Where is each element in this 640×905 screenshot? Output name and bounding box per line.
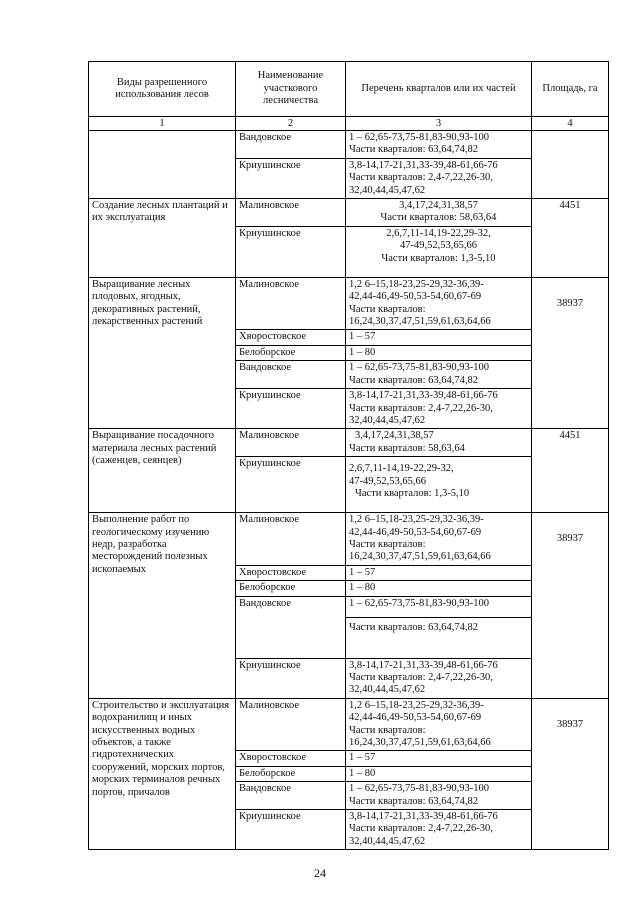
quarters-line: 16,24,30,37,47,51,59,61,63,64,66 (349, 316, 491, 328)
quarters-cell: 1 – 80 (346, 766, 532, 781)
quarters-line: 1,2 6–15,18-23,25-29,32-36,39- (349, 278, 484, 290)
quarters-cell: 1 – 57 (346, 565, 532, 580)
quarters-line: Части кварталов: 1,3-5,10 (355, 487, 470, 499)
district-cell: Криушинское (236, 457, 346, 513)
quarters-line: 3,8-14,17-21,31,33-39,48-61,66-76 (349, 811, 498, 823)
area-cell: 38937 (532, 277, 609, 428)
quarters-cell (346, 782, 532, 810)
district-cell: Вандовское (236, 131, 346, 159)
district-cell: Белоборское (236, 345, 346, 360)
quarters-cell (346, 513, 532, 566)
quarters-line: 2,6,7,11-14,19-22,29-32, (349, 463, 454, 475)
district-cell: Хворостовское (236, 751, 346, 766)
area-cell: 4451 (532, 429, 609, 513)
quarters-line: 47-49,52,53,65,66 (400, 240, 477, 252)
quarters-line: 3,8-14,17-21,31,33-39,48-61,66-76 (349, 659, 498, 671)
quarters-line: 32,40,44,45,47,62 (349, 835, 426, 847)
quarters-line: Части кварталов: 58,63,64 (380, 212, 497, 224)
quarters-cell (346, 277, 532, 330)
area-cell: 38937 (532, 513, 609, 699)
district-cell: Малиновское (236, 698, 346, 751)
quarters-line: Части кварталов: 2,4-7,22,26-30, (349, 172, 493, 184)
district-cell: Вандовское (236, 361, 346, 389)
header-area: Площадь, га (532, 62, 609, 117)
quarters-line: Части кварталов: 63,64,74,82 (349, 795, 479, 807)
quarters-line: 32,40,44,45,47,62 (349, 184, 426, 196)
quarters-cell: 1 – 80 (346, 345, 532, 360)
page-number: 24 (314, 866, 326, 880)
district-cell: Вандовское (236, 596, 346, 658)
quarters-line: 1 – 62,65-73,75-81,83-90,93-100 (349, 783, 489, 795)
quarters-line: 47-49,52,53,65,66 (349, 475, 426, 487)
quarters-line: Части кварталов: (349, 538, 426, 550)
area-cell: 38937 (532, 698, 609, 849)
quarters-line: 3,8-14,17-21,31,33-39,48-61,66-76 (349, 159, 498, 171)
quarters-cell (346, 226, 532, 277)
quarters-cell (346, 131, 532, 159)
quarters-line: 3,4,17,24,31,38,57 (399, 200, 478, 212)
table-row (89, 277, 609, 330)
quarters-line: 16,24,30,37,47,51,59,61,63,64,66 (349, 551, 491, 563)
district-cell: Белоборское (236, 766, 346, 781)
column-number: 1 (89, 117, 236, 131)
header-row (89, 62, 609, 117)
quarters-line: 1 – 62,65-73,75-81,83-90,93-100 (349, 362, 489, 374)
quarters-line: 42,44-46,49-50,53-54,60,67-69 (349, 712, 482, 724)
quarters-line: 3,8-14,17-21,31,33-39,48-61,66-76 (349, 390, 498, 402)
quarters-line: 3,4,17,24,31,38,57 (355, 430, 434, 442)
quarters-cell (346, 810, 532, 850)
table-row (89, 513, 609, 566)
use-type-cell: Строительство и эксплуатация водохранилищ и иных искусственных водных объектов, а также гидротехнических сооружений, морских портов, морских терминалов речных портов, причалов (89, 698, 236, 849)
district-cell: Вандовское (236, 782, 346, 810)
quarters-cell (346, 429, 532, 457)
district-cell: Малиновское (236, 513, 346, 566)
district-cell: Малиновское (236, 199, 346, 227)
use-type-cell: Создание лесных плантаций и их эксплуатация (89, 199, 236, 278)
quarters-line: 42,44-46,49-50,53-54,60,67-69 (349, 291, 482, 303)
quarters-line: 1,2 6–15,18-23,25-29,32-36,39- (349, 514, 484, 526)
quarters-line: 1,2 6–15,18-23,25-29,32-36,39- (349, 699, 484, 711)
quarters-cell: 1 – 80 (346, 581, 532, 596)
table-row (89, 429, 609, 457)
district-cell: Криушинское (236, 158, 346, 198)
use-type-cell: Выращивание лесных плодовых, ягодных, декоративных растений, лекарственных растений (89, 277, 236, 428)
quarters-line: Части кварталов: 2,4-7,22,26-30, (349, 823, 493, 835)
quarters-cell (346, 596, 532, 658)
quarters-line: Части кварталов: 58,63,64 (349, 442, 465, 454)
header-use-type: Виды разрешенного использования лесов (89, 62, 236, 117)
quarters-line: Части кварталов: 63,64,74,82 (349, 374, 479, 386)
quarters-cell (346, 361, 532, 389)
district-cell: Криушинское (236, 389, 346, 429)
quarters-cell: 1 – 57 (346, 330, 532, 345)
quarters-line: Части кварталов: (349, 724, 426, 736)
quarters-cell (346, 158, 532, 198)
district-cell: Малиновское (236, 277, 346, 330)
quarters-cell (346, 658, 532, 698)
area-cell (532, 131, 609, 199)
use-type-cell (89, 131, 236, 199)
quarters-line: 42,44-46,49-50,53-54,60,67-69 (349, 526, 482, 538)
header-district: Наименование участкового лесничества (236, 62, 346, 117)
quarters-line: Части кварталов: (349, 303, 426, 315)
quarters-cell: 1 – 57 (346, 751, 532, 766)
quarters-cell (346, 698, 532, 751)
quarters-line: 32,40,44,45,47,62 (349, 414, 426, 426)
district-cell: Хворостовское (236, 565, 346, 580)
quarters-line: 16,24,30,37,47,51,59,61,63,64,66 (349, 737, 491, 748)
quarters-line: Части кварталов: 2,4-7,22,26-30, (349, 402, 493, 414)
column-number: 4 (532, 117, 609, 131)
district-cell: Криушинское (236, 658, 346, 698)
district-cell: Хворостовское (236, 330, 346, 345)
table-row (89, 698, 609, 751)
quarters-line: 1 – 62,65-73,75-81,83-90,93-100 (346, 597, 531, 618)
quarters-line: Части кварталов: 1,3-5,10 (381, 252, 496, 264)
use-type-cell: Выполнение работ по геологическому изучению недр, разработка месторождений полезных ископаемых (89, 513, 236, 699)
quarters-line: 1 – 62,65-73,75-81,83-90,93-100 (349, 132, 489, 143)
quarters-line: 32,40,44,45,47,62 (349, 684, 426, 696)
column-number: 2 (236, 117, 346, 131)
forest-use-table (88, 61, 609, 850)
area-cell: 4451 (532, 199, 609, 278)
use-type-cell: Выращивание посадочного материала лесных растений (саженцев, сеянцев) (89, 429, 236, 513)
district-cell: Белоборское (236, 581, 346, 596)
district-cell: Криушинское (236, 226, 346, 277)
quarters-cell (346, 457, 532, 513)
quarters-cell (346, 199, 532, 227)
quarters-line: Части кварталов: 2,4-7,22,26-30, (349, 671, 493, 683)
district-cell: Малиновское (236, 429, 346, 457)
table-row (89, 131, 609, 159)
column-number-row (89, 117, 609, 131)
column-number: 3 (346, 117, 532, 131)
quarters-line: Части кварталов: 63,64,74,82 (349, 144, 479, 156)
quarters-cell (346, 389, 532, 429)
table-row (89, 199, 609, 227)
header-quarters: Перечень кварталов или их частей (346, 62, 532, 117)
quarters-line: 2,6,7,11-14,19-22,29-32, (386, 227, 491, 239)
quarters-line: Части кварталов: 63,64,74,82 (349, 621, 479, 633)
district-cell: Криушинское (236, 810, 346, 850)
